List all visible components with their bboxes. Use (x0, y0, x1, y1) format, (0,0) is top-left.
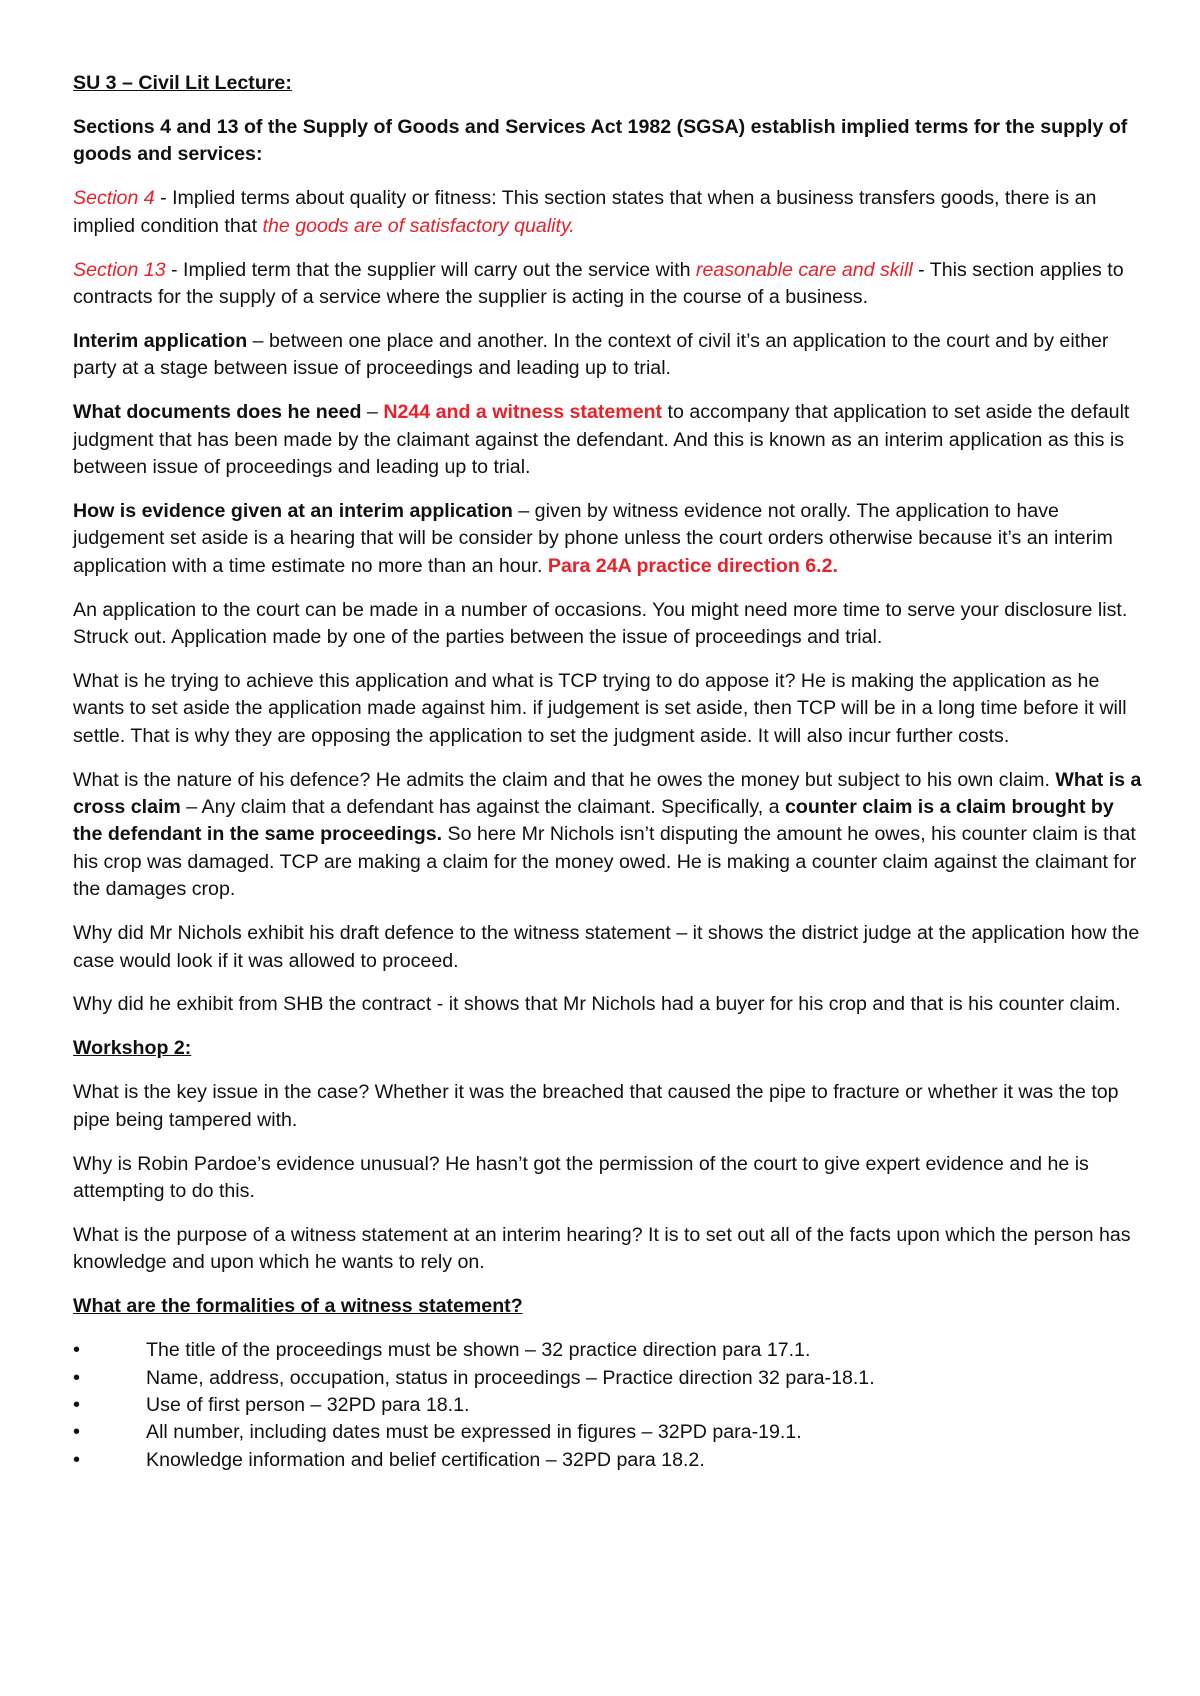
interim-application-paragraph: Interim application – between one place and another. In the context of civil it’s an application to the court and by either party at a stage between issue of proceedings and leading up to trial. (73, 329, 1109, 380)
interim-application-label: Interim application (73, 329, 248, 352)
defence-paragraph: What is the nature of his defence? He admits the claim and that he owes the money but subject to his own claim. What is a cross claim – Any claim that a defendant has against the claimant. Specifically, a counter claim is a claim brought by the defendant in the same proceedings. So here Mr Nichols isn’t disputing the amount he owes, his counter claim is that his crop was damaged. TCP are making a claim for the money owed. He is making a counter claim against the claimant for the damages crop. (73, 768, 1142, 901)
documents-emphasis: N244 and a witness statement (383, 401, 663, 424)
section-4-paragraph: Section 4 - Implied terms about quality or fitness: This section states that when a business transfers goods, there is an implied condition that the goods are of satisfactory quality. (73, 187, 1097, 237)
robin-pardoe-paragraph: Why is Robin Pardoe’s evidence unusual? He hasn’t got the permission of the court to give expert evidence and he is attempting to do this. (73, 1152, 1089, 1202)
witness-purpose-paragraph: What is the purpose of a witness statement at an interim hearing? It is to set out all of the facts upon which the person has knowledge and upon which he wants to rely on. (73, 1223, 1131, 1274)
list-item: • Use of first person – 32PD para 18.1. (73, 1392, 1143, 1419)
section-4-emphasis: the goods are of satisfactory quality. (262, 214, 575, 237)
evidence-label: How is evidence given at an interim application (73, 499, 513, 522)
list-item: • Name, address, occupation, status in proceedings – Practice direction 32 para-18.1. (73, 1365, 1143, 1392)
evidence-emphasis: Para 24A practice direction 6.2. (547, 554, 838, 577)
formalities-heading: What are the formalities of a witness statement? (73, 1295, 523, 1318)
documents-label: What documents does he need (73, 401, 362, 424)
application-occasions-paragraph: An application to the court can be made in a number of occasions. You might need more time to serve your disclosure list. Struck out. Application made by one of the parties between the issue of proceedings and trial. (73, 598, 1128, 648)
key-issue-paragraph: What is the key issue in the case? Whether it was the breached that caused the pipe to fracture or whether it was the top pipe being tampered with. (73, 1081, 1119, 1131)
section-13-paragraph: Section 13 - Implied term that the supplier will carry out the service with reasonable care and skill - This section applies to contracts for the supply of a service where the supplier is acting in the course of a business. (73, 258, 1124, 308)
list-item: • All number, including dates must be expressed in figures – 32PD para-19.1. (73, 1419, 1143, 1446)
counter-claim-emphasis: counter claim is a claim brought by the defendant in the same proceedings. (73, 796, 1114, 846)
evidence-paragraph: How is evidence given at an interim application – given by witness evidence not orally. The application to have judgement set aside is a hearing that will be consider by phone unless the court orders otherwise because it’s an interim application with a time estimate no more than an hour. Para 24A practice direction 6.2. (73, 499, 1113, 577)
section-13-label: Section 13 (73, 258, 166, 281)
achieve-paragraph: What is he trying to achieve this application and what is TCP trying to do appose it? He is making the application as he wants to set aside the application made against him. if judgement is set aside, then TCP will be in a long time before it will settle. That is why they are opposing the application to set the judgment aside. It will also incur further costs. (73, 669, 1127, 747)
section-13-emphasis: reasonable care and skill (695, 258, 913, 281)
section-4-label: Section 4 (73, 187, 155, 210)
shb-contract-paragraph: Why did he exhibit from SHB the contract - it shows that Mr Nichols had a buyer for his crop and that is his counter claim. (73, 993, 1121, 1016)
documents-paragraph: What documents does he need – N244 and a witness statement to accompany that application to set aside the default judgment that has been made by the claimant against the defendant. And this is known as an interim application as this is between issue of proceedings and leading up to trial. (73, 401, 1130, 478)
formalities-list (73, 1337, 1143, 1474)
intro-paragraph: Sections 4 and 13 of the Supply of Goods and Services Act 1982 (SGSA) establish implied terms for the supply of goods and services: (73, 115, 1128, 166)
document-title: SU 3 – Civil Lit Lecture: (73, 72, 292, 94)
draft-defence-paragraph: Why did Mr Nichols exhibit his draft defence to the witness statement – it shows the district judge at the application how the case would look if it was allowed to proceed. (73, 922, 1140, 972)
document-page (73, 70, 1143, 1474)
list-item: • Knowledge information and belief certification – 32PD para 18.2. (73, 1447, 1143, 1474)
list-item: • The title of the proceedings must be shown – 32 practice direction para 17.1. (73, 1337, 1143, 1364)
workshop-heading: Workshop 2: (73, 1037, 192, 1060)
cross-claim-label: What is a cross claim (73, 768, 1142, 819)
